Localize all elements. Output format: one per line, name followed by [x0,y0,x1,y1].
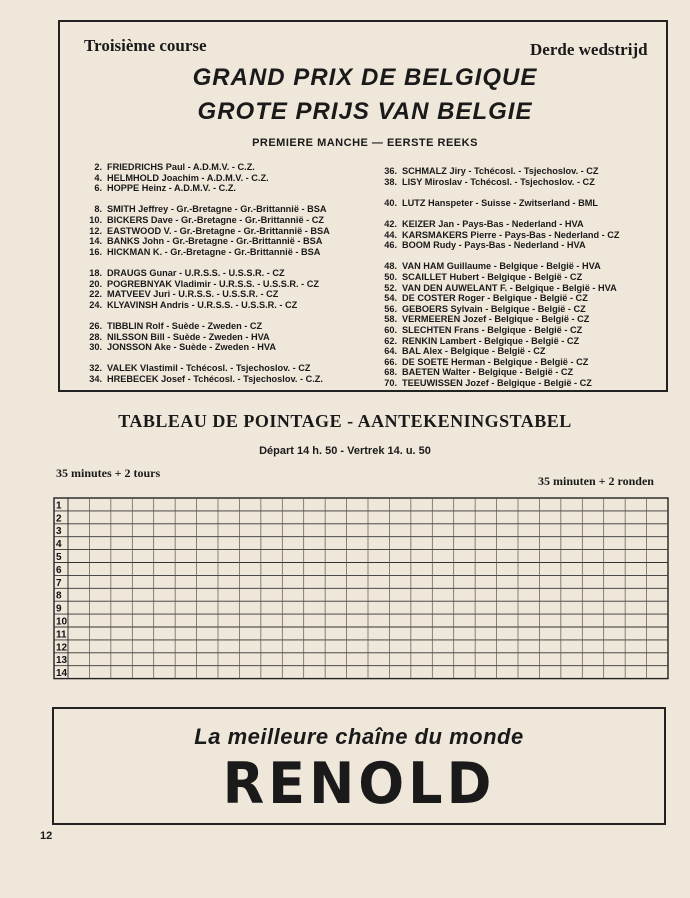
rider-number: 14. [89,236,102,247]
rider-number: 60. [384,324,397,335]
rider-details: HICKMAN K. - Gr.-Bretagne - Gr.-Brittannië - BSA [107,246,321,257]
start-time: Départ 14 h. 50 - Vertrek 14. u. 50 [259,445,431,457]
rider-number: 56. [384,303,397,314]
grid-row-label: 13 [56,655,68,667]
rider-number: 44. [384,229,397,240]
rider-number: 30. [89,342,102,353]
course-title-fr: Troisième course [84,36,207,55]
rider-number: 18. [89,267,102,278]
rider-details: VERMEEREN Jozef - Belgique - België - CZ [402,314,590,325]
grid-row-label: 6 [56,564,62,576]
rider-details: GEBOERS Sylvain - Belgique - België - CZ [402,303,586,314]
race-duration-fr: 35 minutes + 2 tours [56,466,161,480]
rider-details: TIBBLIN Rolf - Suède - Zweden - CZ [107,320,263,331]
heat-title: PREMIERE MANCHE — EERSTE REEKS [252,137,478,149]
rider-number: 10. [89,214,102,225]
rider-details: HREBECEK Josef - Tchécosl. - Tsjechoslov. - C.Z. [107,373,323,384]
rider-details: VALEK Vlastimil - Tchécosl. - Tsjechoslov. - CZ [107,363,311,374]
grid-row-label: 8 [56,590,62,602]
rider-number: 22. [89,289,102,300]
rider-number: 48. [384,261,397,272]
rider-number: 36. [384,166,397,176]
rider-details: TEEUWISSEN Jozef - Belgique - België - CZ [402,377,592,388]
grid-row-label: 10 [56,616,68,628]
course-title-nl: Derde wedstrijd [530,40,648,59]
rider-number: 38. [384,176,397,187]
rider-details: BANKS John - Gr.-Bretagne - Gr.-Brittannië - BSA [107,236,323,247]
rider-details: LISY Miroslav - Tchécosl. - Tsjechoslov. - CZ [402,176,595,187]
rider-details: RENKIN Lambert - Belgique - België - CZ [402,335,580,346]
rider-details: KEIZER Jan - Pays-Bas - Nederland - HVA [402,218,584,229]
rider-details: POGREBNYAK Vladimir - U.R.S.S. - U.S.S.R. - CZ [107,278,320,289]
grid-row-label: 14 [56,668,68,680]
rider-details: BICKERS Dave - Gr.-Bretagne - Gr.-Brittannië - CZ [107,214,324,225]
grid-row-label: 1 [56,500,62,512]
race-title-fr: GRAND PRIX DE BELGIQUE [192,64,538,91]
rider-details: DE COSTER Roger - Belgique - België - CZ [402,293,588,304]
rider-number: 52. [384,282,397,293]
rider-details: SCAILLET Hubert - Belgique - België - CZ [402,271,583,282]
rider-details: DRAUGS Gunar - U.R.S.S. - U.S.S.R. - CZ [107,267,285,278]
rider-details: BOOM Rudy - Pays-Bas - Nederland - HVA [402,240,586,251]
rider-details: VAN HAM Guillaume - Belgique - België - HVA [402,261,601,272]
scoring-table-title: TABLEAU DE POINTAGE - AANTEKENINGSTABEL [118,411,572,431]
race-duration-nl: 35 minuten + 2 ronden [538,474,654,488]
rider-number: 54. [384,293,397,304]
rider-number: 62. [384,335,397,346]
rider-details: HELMHOLD Joachim - A.D.M.V. - C.Z. [107,172,269,183]
rider-number: 50. [384,271,397,282]
rider-number: 8. [94,204,102,215]
rider-details: SCHMALZ Jiry - Tchécosl. - Tsjechoslov. - CZ [402,166,599,176]
ad-brand-logo: RENOLD [222,750,496,817]
rider-details: LUTZ Hanspeter - Suisse - Zwitserland - BML [402,197,599,208]
page-number: 12 [40,830,53,842]
rider-details: EASTWOOD V. - Gr.-Bretagne - Gr.-Brittannië - BSA [107,225,330,236]
rider-details: BAETEN Walter - Belgique - België - CZ [402,367,574,378]
rider-number: 66. [384,356,397,367]
grid-row-label: 4 [56,539,62,551]
rider-number: 40. [384,197,397,208]
rider-details: KLYAVINSH Andris - U.R.S.S. - U.S.S.R. - CZ [107,299,298,310]
rider-number: 70. [384,377,397,388]
rider-details: DE SOETE Herman - Belgique - België - CZ [402,356,589,367]
rider-details: NILSSON Bill - Suède - Zweden - HVA [107,331,270,342]
rider-number: 32. [89,363,102,374]
rider-details: MATVEEV Juri - U.R.S.S. - U.S.S.R. - CZ [107,289,279,300]
grid-row-label: 5 [56,552,62,563]
rider-number: 2. [94,162,102,172]
rider-details: KARSMAKERS Pierre - Pays-Bas - Nederland - CZ [402,229,620,240]
rider-number: 64. [384,346,397,357]
rider-details: FRIEDRICHS Paul - A.D.M.V. - C.Z. [107,162,255,172]
ad-slogan: La meilleure chaîne du monde [194,724,524,749]
rider-details: HOPPE Heinz - A.D.M.V. - C.Z. [107,183,236,194]
grid-row-label: 7 [56,577,62,589]
rider-number: 46. [384,240,397,251]
rider-details: SMITH Jeffrey - Gr.-Bretagne - Gr.-Brittannië - BSA [107,204,327,215]
rider-number: 24. [89,299,102,310]
grid-row-label: 11 [56,629,67,641]
grid-row-label: 2 [56,513,62,525]
rider-number: 20. [89,278,102,289]
race-title-nl: GROTE PRIJS VAN BELGIE [197,98,533,125]
rider-number: 26. [89,320,102,331]
rider-number: 34. [89,373,102,384]
rider-number: 6. [94,183,102,194]
rider-number: 28. [89,331,102,342]
rider-number: 68. [384,367,397,378]
rider-number: 58. [384,314,397,325]
grid-row-label: 3 [56,526,62,538]
rider-number: 16. [89,246,102,257]
rider-number: 12. [89,225,102,236]
rider-details: SLECHTEN Frans - Belgique - België - CZ [402,324,583,335]
grid-row-label: 12 [56,642,68,654]
rider-details: BAL Alex - Belgique - België - CZ [402,346,546,357]
rider-details: VAN DEN AUWELANT F. - Belgique - België - HVA [402,282,617,293]
grid-row-label: 9 [56,603,62,615]
rider-number: 42. [384,218,397,229]
rider-details: JONSSON Ake - Suède - Zweden - HVA [107,342,276,353]
rider-number: 4. [94,172,102,183]
